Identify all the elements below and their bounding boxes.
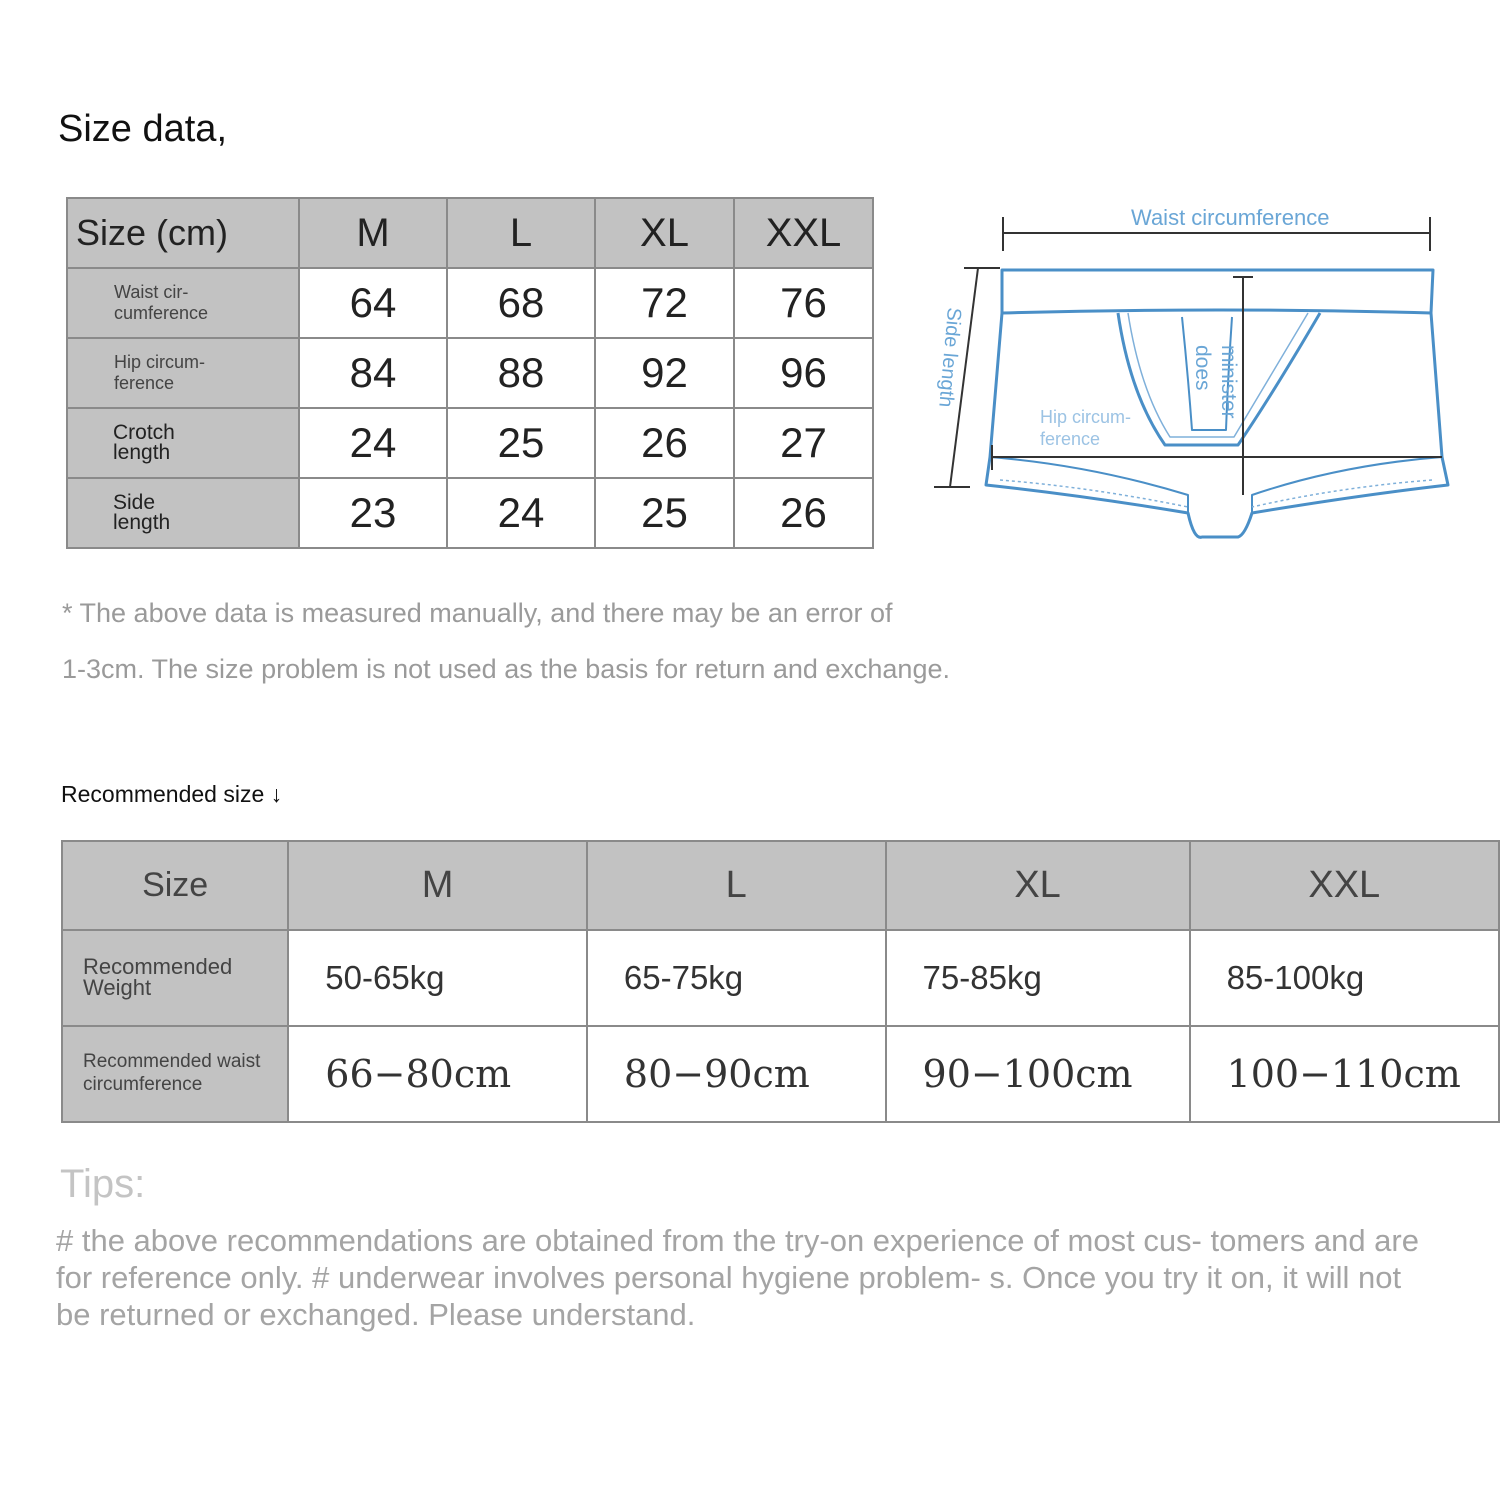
table-header-row	[67, 198, 873, 268]
waistband-outline	[1002, 270, 1433, 313]
header-cell-l: L	[447, 198, 595, 268]
table-cell: 100−110cm	[1190, 1026, 1499, 1122]
recommended-size-table	[61, 840, 1500, 1123]
leg-hem-right	[1252, 457, 1442, 513]
table-cell: 66−80cm	[288, 1026, 587, 1122]
table-cell: 88	[447, 338, 595, 408]
table-cell: 25	[595, 478, 734, 548]
table-cell: 96	[734, 338, 873, 408]
table-cell: 75-85kg	[886, 930, 1190, 1026]
measurement-note-line2: 1-3cm. The size problem is not used as the basis for return and exchange.	[62, 654, 950, 684]
header-cell-xl: XL	[595, 198, 734, 268]
header-cell-m: M	[299, 198, 447, 268]
header-cell-size: Size	[62, 841, 288, 930]
row-label-side: Side length	[67, 478, 299, 548]
tips-title: Tips:	[60, 1162, 146, 1206]
underwear-measurement-diagram	[920, 195, 1460, 545]
waist-label: Waist circumference	[1131, 205, 1330, 230]
table-cell: 72	[595, 268, 734, 338]
table-cell: 65-75kg	[587, 930, 886, 1026]
page-title: Size data,	[58, 108, 227, 150]
table-cell: 25	[447, 408, 595, 478]
table-cell: 76	[734, 268, 873, 338]
table-header-row	[62, 841, 1499, 930]
row-label-waist: Recommended waist circumference	[62, 1026, 288, 1122]
header-cell-m: M	[288, 841, 587, 930]
table-cell: 90−100cm	[886, 1026, 1190, 1122]
row-label-weight: Recommended Weight	[62, 930, 288, 1026]
table-row-hip	[67, 338, 873, 408]
table-cell: 64	[299, 268, 447, 338]
table-row-side	[67, 478, 873, 548]
row-label-crotch: Crotch length	[67, 408, 299, 478]
header-cell-xl: XL	[886, 841, 1190, 930]
table-row-waist	[67, 268, 873, 338]
crotch-label-does: does	[1191, 345, 1214, 391]
table-cell: 50-65kg	[288, 930, 587, 1026]
table-cell: 85-100kg	[1190, 930, 1499, 1026]
table-cell: 92	[595, 338, 734, 408]
tips-text: # the above recommendations are obtained from the try-on experience of most cus- tomers and are for reference only. # underwear involves personal hygiene problem- s. Once you try it on, it will not be returned or exchanged. Please understand.	[56, 1223, 1419, 1332]
row-label-hip: Hip circum- ference	[67, 338, 299, 408]
row-label-waist: Waist cir- cumference	[67, 268, 299, 338]
header-cell-xxl: XXL	[1190, 841, 1499, 930]
recommended-size-heading: Recommended size ↓	[61, 781, 283, 807]
table-row-weight	[62, 930, 1499, 1026]
table-row-crotch	[67, 408, 873, 478]
side-length-label: Side length	[934, 306, 965, 409]
measurement-note-line1: * The above data is measured manually, and there may be an error of	[62, 598, 893, 628]
hip-label-line1: Hip circum-	[1040, 407, 1132, 427]
table-cell: 80−90cm	[587, 1026, 886, 1122]
header-cell-xxl: XXL	[734, 198, 873, 268]
table-cell: 26	[595, 408, 734, 478]
table-cell: 84	[299, 338, 447, 408]
hip-label-line2: ference	[1040, 429, 1101, 449]
leg-hem-left	[990, 457, 1188, 513]
table-cell: 24	[447, 478, 595, 548]
crotch-label-minister: minister	[1217, 345, 1240, 419]
header-cell-l: L	[587, 841, 886, 930]
table-cell: 27	[734, 408, 873, 478]
table-row-waist	[62, 1026, 1499, 1122]
table-cell: 68	[447, 268, 595, 338]
table-cell: 24	[299, 408, 447, 478]
table-cell: 26	[734, 478, 873, 548]
table-cell: 23	[299, 478, 447, 548]
size-data-table	[66, 197, 874, 549]
header-cell-size-cm: Size (cm)	[67, 198, 299, 268]
